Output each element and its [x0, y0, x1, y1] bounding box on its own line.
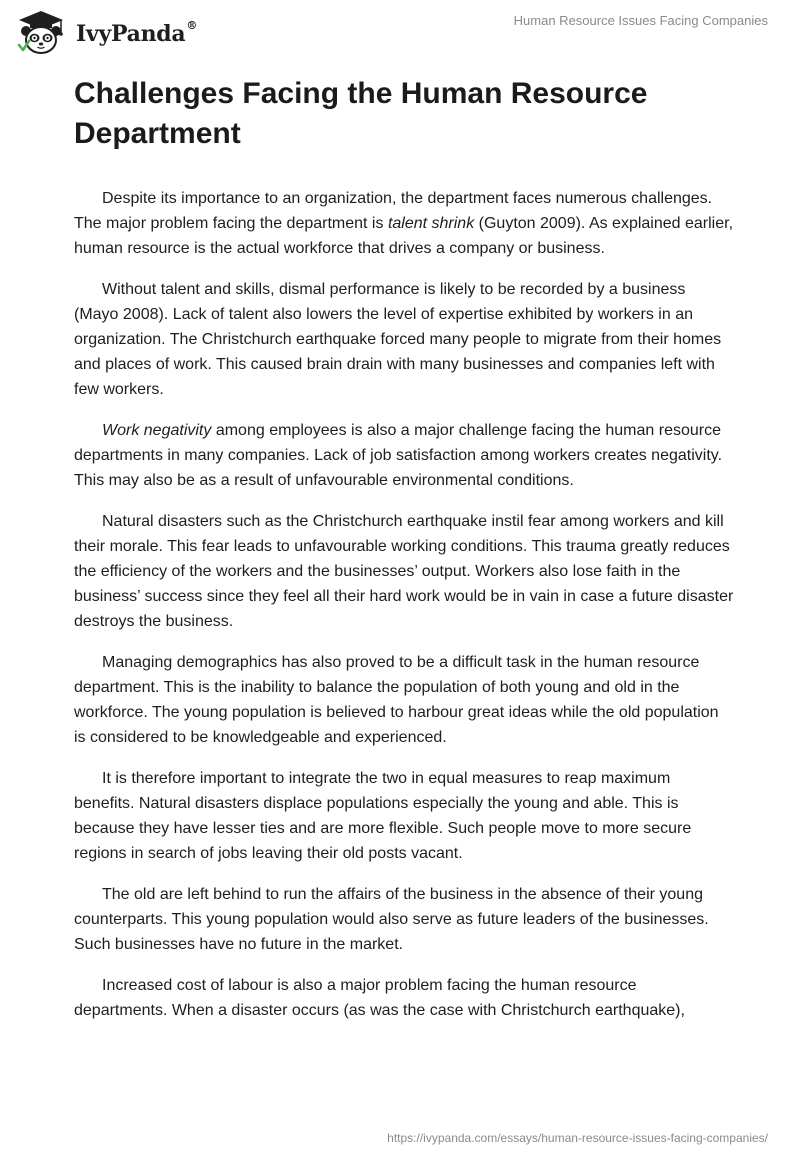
- panda-graduate-icon: [16, 9, 66, 55]
- paragraph: Without talent and skills, dismal performance is likely to be recorded by a business (Mayo 2008). Lack of talent also lowers the level of expertise exhibited by workers in an organization. The Christchurch earthquake forced many people to migrate from their homes and places of work. This caused brain drain with many businesses and companies left with few workers.: [74, 281, 722, 398]
- emphasis-term: Work negativity: [102, 422, 212, 439]
- page-header: [0, 0, 800, 60]
- ivypanda-logo[interactable]: [16, 9, 197, 55]
- paragraph: It is therefore important to integrate the two in equal measures to reap maximum benefits. Natural disasters displace populations especially the young and able. This is because they have lesser ties and are more flexible. Such people move to more secure regions in search of jobs leaving their old posts vacant.: [74, 770, 692, 862]
- paragraph: Despite its importance to an organization, the department faces numerous challenges. The major problem facing the department is talent shrink (Guyton 2009). As explained earlier, human resource is the actual workforce that drives a company or business.: [74, 190, 734, 257]
- article: [74, 74, 734, 1039]
- running-title: Human Resource Issues Facing Companies: [513, 13, 768, 28]
- paragraph: The old are left behind to run the affairs of the business in the absence of their young counterparts. This young population would also serve as future leaders of the businesses. Such businesses have no future in the market.: [74, 886, 709, 953]
- source-url[interactable]: https://ivypanda.com/essays/human-resource-issues-facing-companies/: [387, 1131, 768, 1145]
- brand-name: IvyPanda®: [76, 18, 198, 47]
- paragraph: Work negativity among employees is also a major challenge facing the human resource departments in many companies. Lack of job satisfaction among workers creates negativity. This may also be as a result of unfavourable environmental conditions.: [74, 422, 723, 489]
- page-title: Challenges Facing the Human Resource Department: [74, 77, 648, 150]
- emphasis-term: talent shrink: [387, 215, 475, 232]
- paragraph: Natural disasters such as the Christchurch earthquake instil fear among workers and kill their morale. This fear leads to unfavourable working conditions. This trauma greatly reduces the efficiency of the workers and the businesses’ output. Workers also lose faith in the business’ success since they feel all their hard work would be in vain in case a future disaster destroys the business.: [74, 513, 734, 630]
- paragraph: Managing demographics has also proved to be a difficult task in the human resource department. This is the inability to balance the population of both young and old in the workforce. The young population is believed to harbour great ideas while the old population is considered to be knowledgeable and experienced.: [74, 654, 719, 746]
- paragraph: Increased cost of labour is also a major problem facing the human resource departments. When a disaster occurs (as was the case with Christchurch earthquake),: [74, 977, 685, 1019]
